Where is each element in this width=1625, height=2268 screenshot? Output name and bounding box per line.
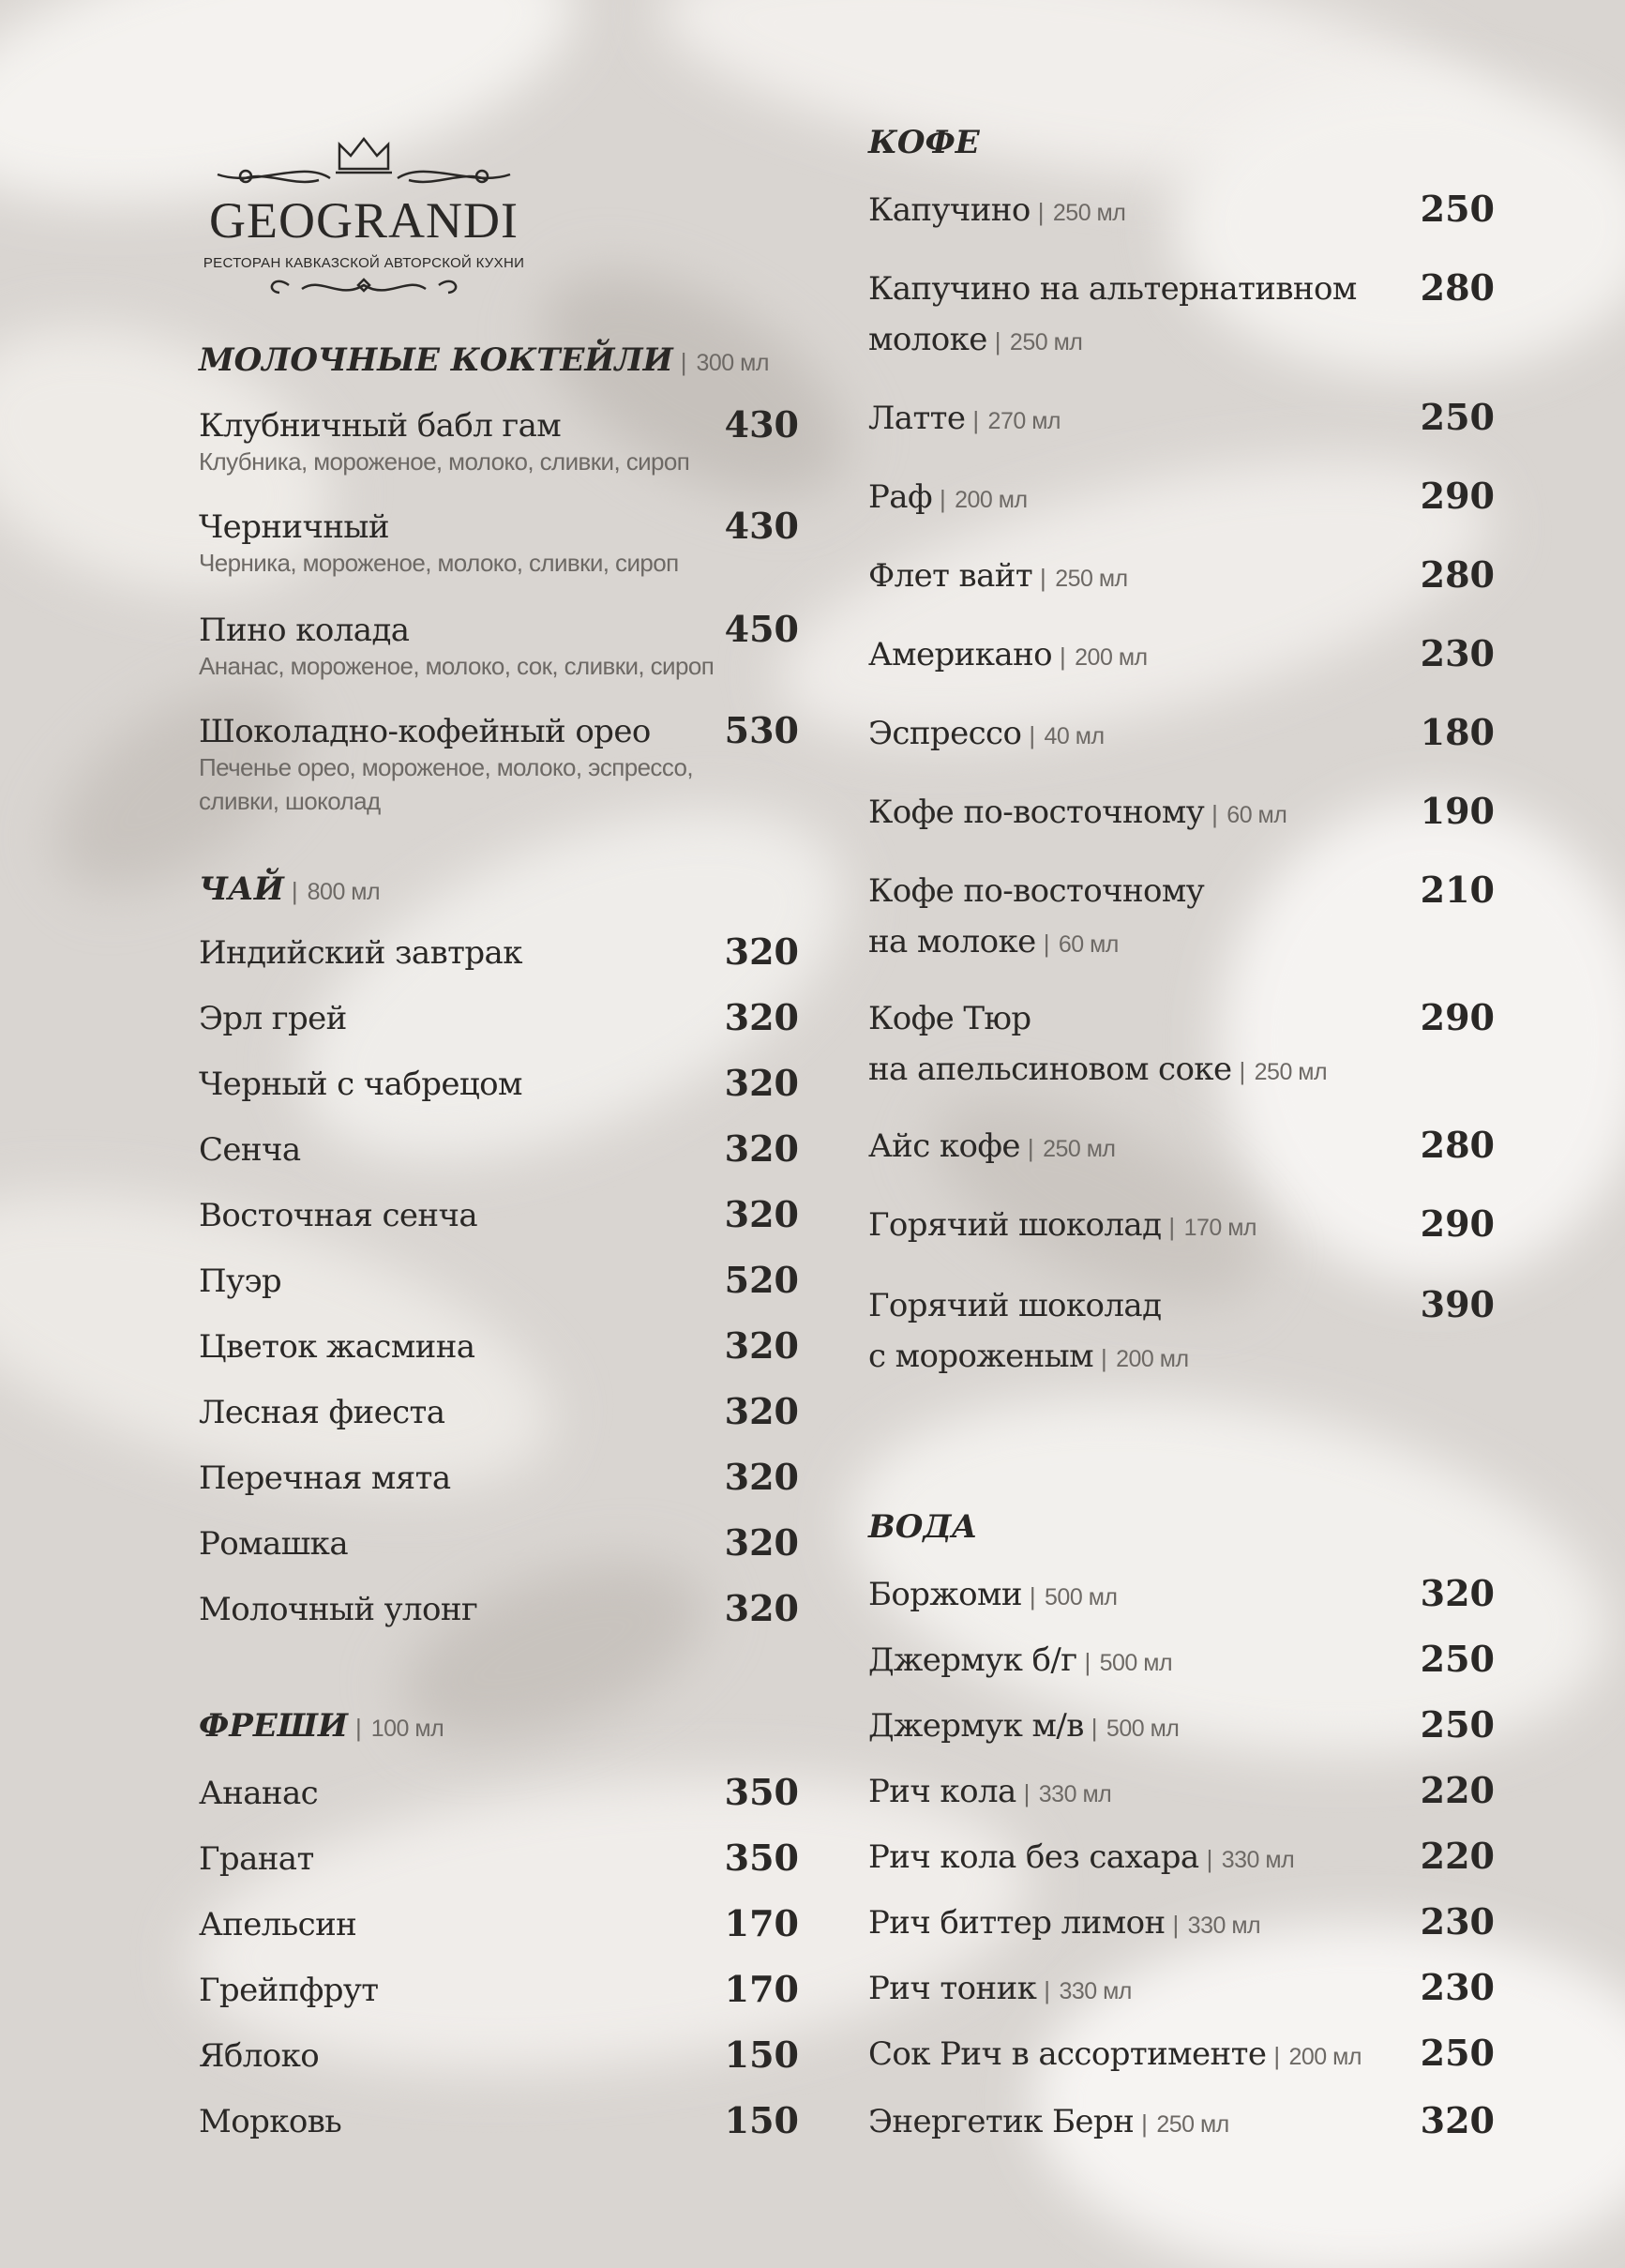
item-name: Боржоми: [868, 1576, 1022, 1613]
menu-item: Горячий шоколад | 170 мл 290: [868, 1202, 1495, 1245]
menu-item: Капучино | 250 мл 250: [868, 188, 1495, 230]
menu-item: [199, 709, 799, 818]
menu-item: Айс кофе | 250 мл 280: [868, 1124, 1495, 1166]
item-name: Латте: [868, 400, 966, 437]
item-name: Перечная мята: [199, 1459, 451, 1497]
menu-item: [199, 1521, 799, 1564]
item-price: 250: [1420, 2032, 1495, 2074]
section-title-fresh: ФРЕШИ | 100 мл: [199, 1707, 444, 1745]
item-name: Рич кола без сахара: [868, 1838, 1199, 1876]
item-name: Лесная фиеста: [199, 1394, 445, 1431]
menu-item: Эспрессо | 40 мл 180: [868, 711, 1495, 753]
item-price: 520: [724, 1259, 799, 1301]
section-title-milkshakes: МОЛОЧНЫЕ КОКТЕЙЛИ | 300 мл: [199, 341, 769, 379]
item-name: Рич тоник: [868, 1970, 1037, 2007]
menu-item: Рич биттер лимон | 330 мл 230: [868, 1900, 1495, 1943]
item-price: 290: [1420, 475, 1495, 517]
item-price: 230: [1420, 1966, 1495, 2008]
item-name: Кофе по-восточному: [868, 872, 1205, 910]
menu-item: [199, 1587, 799, 1629]
item-name: Американо: [868, 636, 1052, 673]
item-price: 170: [724, 1902, 799, 1944]
item-price: 170: [724, 1968, 799, 2010]
item-price: 320: [724, 1324, 799, 1367]
menu-item: Сок Рич в ассортименте | 200 мл 250: [868, 2032, 1495, 2074]
item-price: 290: [1420, 1202, 1495, 1245]
item-volume: 200 мл: [955, 487, 1028, 513]
item-price: 320: [1420, 2099, 1495, 2141]
item-name: Эспрессо: [868, 715, 1022, 752]
item-name: Джермук б/г: [868, 1641, 1077, 1679]
menu-item: Капучино на альтернативном молоке | 250 мл 280: [868, 266, 1495, 358]
menu-item: Боржоми | 500 мл 320: [868, 1572, 1495, 1614]
item-price: 320: [724, 1127, 799, 1170]
item-name: Шоколадно-кофейный орео: [199, 713, 651, 750]
menu-item: Рич тоник | 330 мл 230: [868, 1966, 1495, 2008]
menu-item: Кофе по-восточному | 60 мл 190: [868, 790, 1495, 832]
item-name: Энергетик Берн: [868, 2103, 1135, 2140]
item-name: Клубничный бабл гам: [199, 407, 562, 445]
item-price: 530: [724, 709, 799, 751]
item-description: Черника, мороженое, молоко, сливки, сироп: [199, 549, 679, 577]
item-name: Капучино на альтернативном: [868, 270, 1357, 308]
logo-name: GEOGRANDI: [209, 192, 519, 249]
item-volume: 40 мл: [1044, 723, 1105, 749]
menu-item: Рич кола без сахара | 330 мл 220: [868, 1835, 1495, 1877]
item-price: 150: [724, 2034, 799, 2076]
item-price: 350: [724, 1837, 799, 1879]
item-price: 190: [1420, 790, 1495, 832]
item-name: Раф: [868, 478, 932, 516]
menu-item: [199, 1062, 799, 1104]
item-price: 250: [1420, 1638, 1495, 1680]
left-column: [199, 0, 799, 2268]
item-name: Индийский завтрак: [199, 934, 522, 972]
item-price: 450: [724, 608, 799, 650]
item-price: 250: [1420, 396, 1495, 438]
menu-item: [199, 1771, 799, 1813]
item-volume: 500 мл: [1106, 1716, 1180, 1742]
item-name: Пино колада: [199, 612, 410, 649]
item-price: 430: [724, 505, 799, 547]
menu-item: [199, 1259, 799, 1301]
item-volume: 500 мл: [1045, 1584, 1118, 1610]
section-title-coffee: КОФЕ: [868, 124, 980, 161]
item-price: 430: [724, 403, 799, 446]
item-name: Кофе по-восточному: [868, 794, 1205, 831]
item-name: Морковь: [199, 2103, 342, 2140]
menu-item: [199, 2099, 799, 2141]
menu-item: [199, 608, 799, 683]
item-name: Черничный: [199, 508, 389, 546]
menu-item: Кофе по-восточному на молоке | 60 мл 210: [868, 869, 1495, 960]
menu-item: [199, 403, 799, 478]
item-price: 220: [1420, 1769, 1495, 1811]
item-name: Горячий шоколад: [868, 1287, 1162, 1324]
item-price: 320: [724, 1587, 799, 1629]
item-name: Грейпфрут: [199, 1972, 379, 2009]
item-volume: 330 мл: [1059, 1978, 1132, 2004]
item-name: Флет вайт: [868, 557, 1033, 595]
item-volume: 200 мл: [1116, 1346, 1189, 1372]
menu-item: Американо | 200 мл 230: [868, 632, 1495, 674]
item-price: 250: [1420, 188, 1495, 230]
item-name: Молочный улонг: [199, 1591, 478, 1628]
menu-item: Латте | 270 мл 250: [868, 396, 1495, 438]
item-volume: 200 мл: [1075, 644, 1148, 671]
menu-item: [199, 1456, 799, 1498]
item-price: 230: [1420, 1900, 1495, 1943]
item-name: Черный с чабрецом: [199, 1066, 522, 1103]
item-price: 210: [1420, 869, 1495, 911]
item-name-line2: с мороженым: [868, 1338, 1093, 1375]
item-name-line2: молоке: [868, 321, 987, 358]
item-volume: 250 мл: [1156, 2111, 1229, 2138]
item-name-line2: на апельсиновом соке: [868, 1051, 1232, 1088]
menu-item: [199, 505, 799, 580]
item-price: 320: [724, 996, 799, 1038]
item-price: 280: [1420, 1124, 1495, 1166]
item-name: Цветок жасмина: [199, 1328, 475, 1366]
item-volume: 250 мл: [1254, 1059, 1328, 1085]
menu-item: Джермук м/в | 500 мл 250: [868, 1703, 1495, 1746]
menu-item: Кофе Тюр на апельсиновом соке | 250 мл 290: [868, 996, 1495, 1088]
menu-item: [199, 1902, 799, 1944]
item-volume: 330 мл: [1187, 1913, 1261, 1939]
item-name: Кофе Тюр: [868, 1000, 1031, 1037]
item-price: 320: [1420, 1572, 1495, 1614]
item-name: Горячий шоколад: [868, 1206, 1162, 1244]
menu-item: [199, 930, 799, 973]
item-volume: 250 мл: [1009, 329, 1083, 355]
menu-item: Рич кола | 330 мл 220: [868, 1769, 1495, 1811]
item-name: Айс кофе: [868, 1127, 1020, 1165]
item-name: Восточная сенча: [199, 1197, 478, 1234]
menu-item: [199, 1968, 799, 2010]
menu-item: Горячий шоколад с мороженым | 200 мл 390: [868, 1283, 1495, 1375]
item-name: Сок Рич в ассортименте: [868, 2035, 1267, 2073]
item-name: Капучино: [868, 191, 1031, 229]
menu-item: [199, 996, 799, 1038]
item-volume: 330 мл: [1038, 1781, 1112, 1807]
item-price: 180: [1420, 711, 1495, 753]
menu-item: [199, 1193, 799, 1235]
item-volume: 250 мл: [1043, 1136, 1116, 1162]
menu-item: Джермук б/г | 500 мл 250: [868, 1638, 1495, 1680]
item-description: Ананас, мороженое, молоко, сок, сливки, сироп: [199, 652, 715, 680]
item-name-line2: на молоке: [868, 923, 1036, 960]
menu-item: Энергетик Берн | 250 мл 320: [868, 2099, 1495, 2141]
item-price: 350: [724, 1771, 799, 1813]
item-price: 390: [1420, 1283, 1495, 1325]
menu-item: Раф | 200 мл 290: [868, 475, 1495, 517]
item-volume: 60 мл: [1226, 802, 1287, 828]
item-price: 250: [1420, 1703, 1495, 1746]
item-description: Печенье орео, мороженое, молоко, эспрессо, сливки, шоколад: [199, 753, 694, 815]
item-price: 320: [724, 930, 799, 973]
item-name: Сенча: [199, 1131, 301, 1169]
section-title-tea: ЧАЙ | 800 мл: [199, 870, 381, 908]
menu-item: [199, 1127, 799, 1170]
menu-item: [199, 1324, 799, 1367]
item-description: Клубника, мороженое, молоко, сливки, сироп: [199, 447, 690, 476]
right-column: [868, 0, 1495, 2268]
item-volume: 170 мл: [1183, 1215, 1257, 1241]
item-name: Рич кола: [868, 1773, 1016, 1810]
section-title-water: ВОДА: [868, 1508, 978, 1546]
item-volume: 60 мл: [1058, 931, 1119, 958]
item-name: Пуэр: [199, 1263, 282, 1300]
item-price: 290: [1420, 996, 1495, 1038]
item-price: 320: [724, 1456, 799, 1498]
menu-item: [199, 1837, 799, 1879]
item-volume: 270 мл: [987, 408, 1061, 434]
item-price: 320: [724, 1390, 799, 1432]
menu-item: Флет вайт | 250 мл 280: [868, 553, 1495, 596]
item-price: 320: [724, 1193, 799, 1235]
item-name: Эрл грей: [199, 1000, 347, 1037]
item-name: Гранат: [199, 1840, 314, 1878]
item-volume: 250 мл: [1052, 200, 1126, 226]
item-price: 150: [724, 2099, 799, 2141]
item-volume: 250 мл: [1055, 566, 1128, 592]
logo-subtitle: РЕСТОРАН КАВКАЗСКОЙ АВТОРСКОЙ КУХНИ: [203, 255, 525, 271]
menu-item: [199, 1390, 799, 1432]
item-volume: 200 мл: [1288, 2044, 1362, 2070]
item-price: 320: [724, 1062, 799, 1104]
item-name: Рич биттер лимон: [868, 1904, 1166, 1942]
item-price: 280: [1420, 553, 1495, 596]
menu-item: [199, 2034, 799, 2076]
item-name: Джермук м/в: [868, 1707, 1084, 1745]
item-price: 320: [724, 1521, 799, 1564]
item-volume: 500 мл: [1099, 1650, 1173, 1676]
item-name: Ромашка: [199, 1525, 348, 1563]
item-price: 280: [1420, 266, 1495, 309]
item-name: Ананас: [199, 1775, 319, 1812]
item-name: Яблоко: [199, 2037, 320, 2075]
item-price: 220: [1420, 1835, 1495, 1877]
item-price: 230: [1420, 632, 1495, 674]
item-volume: 330 мл: [1221, 1847, 1295, 1873]
item-name: Апельсин: [199, 1906, 357, 1943]
